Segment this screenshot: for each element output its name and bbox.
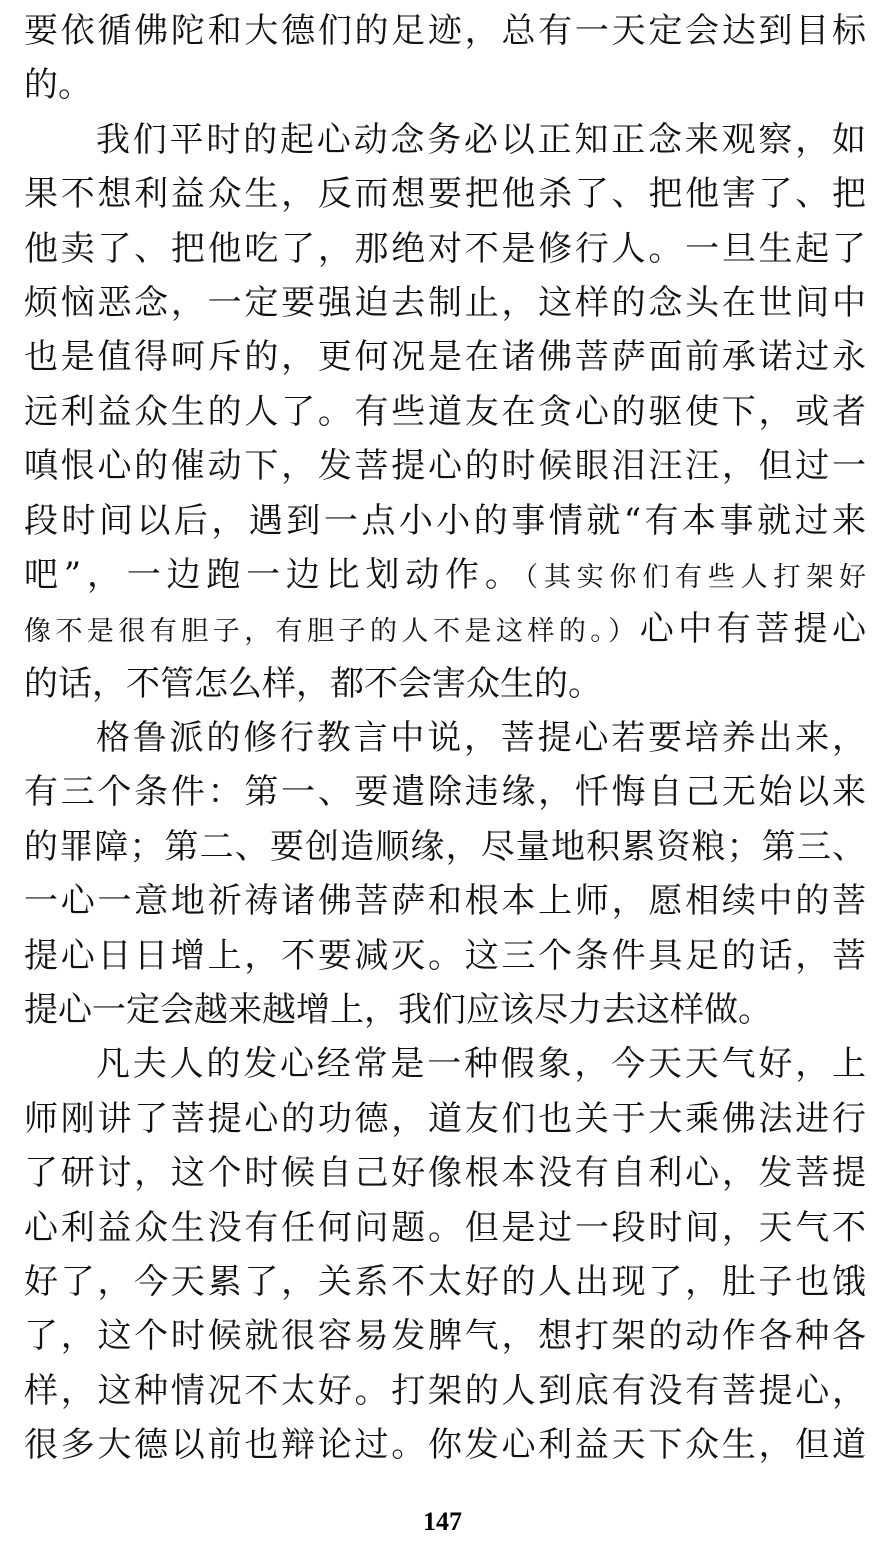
text-line: 提心一定会越来越增上，我们应该尽力去这样做。 [24, 990, 772, 1031]
body-text [24, 4, 866, 1473]
text-line: 吧”，一边跑一边比划动作。（其实你们有些人打架好 [24, 554, 866, 595]
text-line: 也是值得呵斥的，更何况是在诸佛菩萨面前承诺过永 [24, 337, 866, 378]
text-line: 烦恼恶念，一定要强迫去制止，这样的念头在世间中 [24, 282, 866, 323]
text-line: 一心一意地祈祷诸佛菩萨和根本上师，愿相续中的菩 [24, 881, 866, 922]
text-line: 师刚讲了菩提心的功德，道友们也关于大乘佛法进行 [24, 1098, 866, 1139]
text-line: 样，这种情况不太好。打架的人到底有没有菩提心， [24, 1370, 866, 1411]
parenthetical-note: （其实你们有些人打架好 [524, 561, 866, 593]
page-number: 147 [423, 1507, 462, 1536]
parenthetical-note: 像不是很有胆子，有胆子的人不是这样的。） [24, 616, 640, 648]
text-line: 有三个条件：第一、要遣除违缘，忏悔自己无始以来 [24, 772, 866, 813]
text-line: 要依循佛陀和大德们的足迹，总有一天定会达到目标 [24, 11, 866, 51]
text-line: 格鲁派的修行教言中说，菩提心若要培养出来， [96, 718, 866, 759]
text-line: 的。 [24, 65, 92, 106]
text-line: 的话，不管怎么样，都不会害众生的。 [24, 663, 602, 704]
text-line: 段时间以后，遇到一点小小的事情就“有本事就过来 [24, 500, 866, 541]
text-line: 他卖了、把他吃了，那绝对不是修行人。一旦生起了 [24, 228, 866, 269]
text-line: 了研讨，这个时候自己好像根本没有自利心，发菩提 [24, 1153, 866, 1194]
text-line: 远利益众生的人了。有些道友在贪心的驱使下，或者 [24, 391, 866, 432]
text-line: 我们平时的起心动念务必以正知正念来观察，如 [96, 119, 866, 160]
text-line: 很多大德以前也辩论过。你发心利益天下众生，但道 [24, 1425, 866, 1466]
text-line: 了，这个时候就很容易发脾气，想打架的动作各种各 [24, 1316, 866, 1357]
text-line: 像不是很有胆子，有胆子的人不是这样的。）心中有菩提心 [24, 609, 867, 650]
text-line: 的罪障；第二、要创造顺缘，尽量地积累资粮；第三、 [24, 826, 866, 867]
text-line: 果不想利益众生，反而想要把他杀了、把他害了、把 [24, 174, 866, 215]
text-line: 嗔恨心的催动下，发菩提心的时候眼泪汪汪，但过一 [24, 446, 866, 487]
text-line: 心利益众生没有任何问题。但是过一段时间，天气不 [24, 1207, 866, 1248]
text-line: 好了，今天累了，关系不太好的人出现了，肚子也饿 [24, 1261, 866, 1302]
text-line: 凡夫人的发心经常是一种假象，今天天气好，上 [96, 1044, 866, 1085]
text-line: 提心日日增上，不要减灭。这三个条件具足的话，菩 [24, 935, 866, 976]
